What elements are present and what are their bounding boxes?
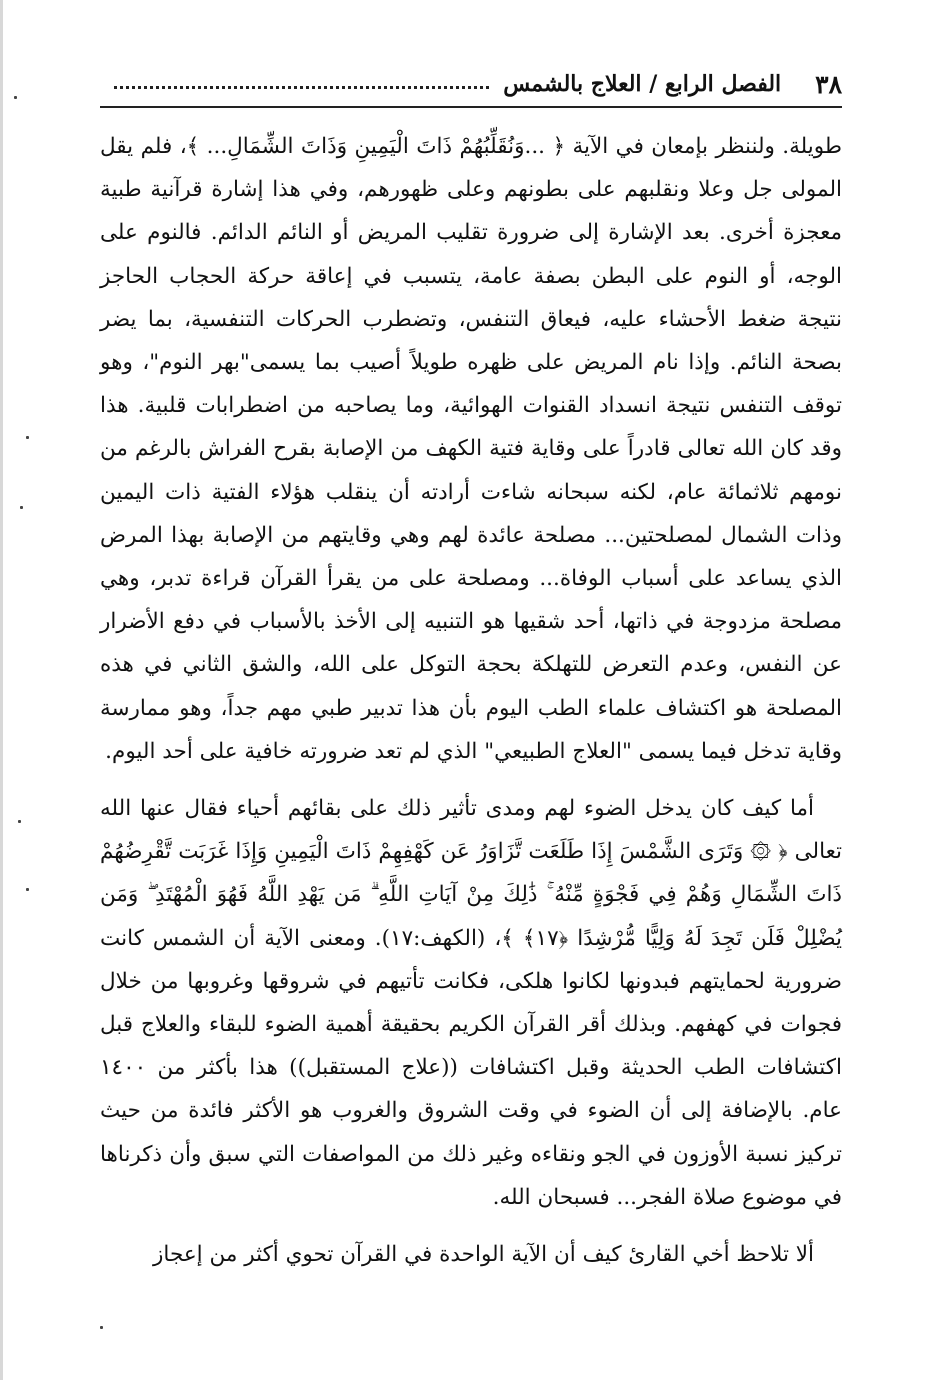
scan-speck [14, 96, 17, 99]
page-header [100, 62, 842, 108]
running-title: الفصل الرابع / العلاج بالشمس [503, 71, 782, 97]
scan-speck [26, 436, 29, 439]
scan-speck [26, 888, 29, 891]
header-dotted-rule [114, 86, 489, 89]
scan-speck [20, 506, 23, 509]
scan-speck [100, 1326, 103, 1329]
paragraph: ألا تلاحظ أخي القارئ كيف أن الآية الواحدة في القرآن تحوي أكثر من إعجاز [153, 1242, 814, 1268]
scan-left-edge [0, 0, 3, 1380]
page-number: ٣٨ [815, 69, 842, 99]
paragraph: أما كيف كان يدخل الضوء لهم ومدى تأثير ذلك على بقائهم أحياء فقال عنها الله تعالى ﴿ ۞ وَتَرَى الشَّمْسَ إِذَا طَلَعَت تَّزَاوَرُ عَن كَهْفِهِمْ ذَاتَ الْيَمِينِ وَإِذَا غَرَبَت تَّقْرِضُهُمْ ذَاتَ الشِّمَالِ وَهُمْ فِي فَجْوَةٍ مِّنْهُ ۚ ذَٰلِكَ مِنْ آيَاتِ اللَّهِ ۗ مَن يَهْدِ اللَّهُ فَهُوَ الْمُهْتَدِ ۖ وَمَن يُضْلِلْ فَلَن تَجِدَ لَهُ وَلِيًّا مُّرْشِدًا ﴿١٧﴾ ﴾، (الكهف:١٧). ومعنى الآية أن الشمس كانت ضرورية لحمايتهم فبدونها لكانوا هلكى، فكانت تأتيهم في شروقها وغروبها من خلال فجوات في كهفهم. وبذلك أقر القرآن الكريم بحقيقة أهمية الضوء للبقاء والعلاج قبل اكتشافات الطب الحديثة وقبل اكتشافات ((علاج المستقبل)) هذا بأكثر من ١٤٠٠ عام. بالإضافة إلى أن الضوء في وقت الشروق والغروب هو الأكثر فائدة من حيث تركيز نسبة الأوزون في الجو ونقاءه وغير ذلك من المواصفات التي سبق وأن ذكرناها في موضوع صلاة الفجر... فسبحان الله. [100, 796, 843, 1210]
paragraph: طويلة. ولننظر بإمعان في الآية ﴿ ...وَنُقَلِّبُهُمْ ذَاتَ الْيَمِينِ وَذَاتَ الشِّمَالِ... ﴾، فلم يقل المولى جل وعلا ونقلبهم على بطونهم وعلى ظهورهم، وفي هذا إشارة قرآنية طبية معجزة أخرى. بعد الإشارة إلى ضرورة تقليب المريض أو النائم الدائم. فالنوم على الوجه، أو النوم على البطن بصفة عامة، يتسبب في إعاقة حركة الحجاب الحاجز نتيجة ضغط الأحشاء عليه، فيعاق التنفس، وتضطرب الحركات التنفسية، بما يضر بصحة النائم. وإذا نام المريض على ظهره طويلاً أصيب بما يسمى"بهر النوم"، وهو توقف التنفس نتيجة انسداد القنوات الهوائية، وما يصاحبه من اضطرابات قلبية. هذا وقد كان الله تعالى قادراً على وقاية فتية الكهف من الإصابة بقرح الفراش بالرغم من نومهم ثلاثمائة عام، لكنه سبحانه شاءت أرادته أن ينقلب هؤلاء الفتية ذات اليمين وذات الشمال لمصلحتين... مصلحة عائدة لهم وهي وقايتهم من الإصابة بهذا المرض الذي يساعد على أسباب الوفاة... ومصلحة على من يقرأ القرآن قراءة تدبر، وهي مصلحة مزدوجة في ذاتها، أحد شقيها هو التنبيه إلى الأخذ بالأسباب في دفع الأضرار عن النفس، وعدم التعرض للتهلكة بحجة التوكل على الله، والشق الثاني في هذه المصلحة هو اكتشاف علماء الطب اليوم بأن هذا تدبير طبي مهم جداً، وهو ممارسة وقاية تدخل فيما يسمى "العلاج الطبيعي" الذي لم تعد ضرورته خافية على أحد اليوم. [100, 134, 842, 764]
scan-speck [18, 820, 21, 823]
text-body [100, 125, 842, 1290]
